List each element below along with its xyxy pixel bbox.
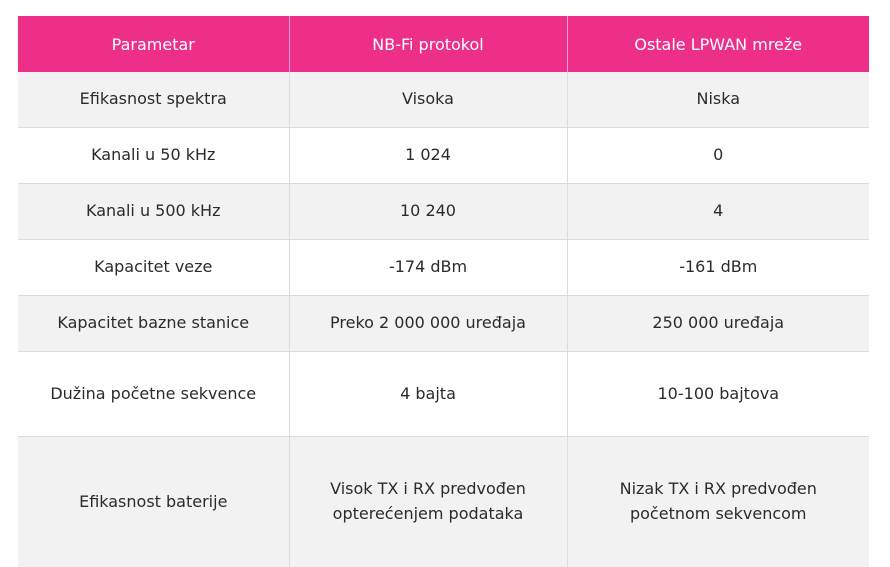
other-cell: 4 [567, 184, 869, 240]
nbfi-cell: Visok TX i RX predvođen opterećenjem podataka [289, 437, 567, 567]
table-row [18, 296, 869, 352]
other-cell: 0 [567, 128, 869, 184]
parameter-cell: Kapacitet bazne stanice [18, 296, 289, 352]
table-row [18, 352, 869, 437]
nbfi-cell: Visoka [289, 72, 567, 128]
parameter-cell: Kanali u 50 kHz [18, 128, 289, 184]
other-cell: Niska [567, 72, 869, 128]
nbfi-cell: 10 240 [289, 184, 567, 240]
comparison-table [18, 16, 869, 567]
parameter-cell: Efikasnost baterije [18, 437, 289, 567]
parameter-cell: Kapacitet veze [18, 240, 289, 296]
nbfi-cell: 1 024 [289, 128, 567, 184]
header-parameter: Parametar [18, 16, 289, 72]
other-cell: -161 dBm [567, 240, 869, 296]
header-nbfi: NB-Fi protokol [289, 16, 567, 72]
other-cell: Nizak TX i RX predvođen početnom sekvencom [567, 437, 869, 567]
nbfi-cell: 4 bajta [289, 352, 567, 437]
table-header-row [18, 16, 869, 72]
parameter-cell: Dužina početne sekvence [18, 352, 289, 437]
table-row [18, 72, 869, 128]
other-cell: 250 000 uređaja [567, 296, 869, 352]
nbfi-cell: -174 dBm [289, 240, 567, 296]
parameter-cell: Efikasnost spektra [18, 72, 289, 128]
comparison-table-wrapper [18, 16, 869, 567]
table-row [18, 184, 869, 240]
table-row [18, 128, 869, 184]
table-row [18, 240, 869, 296]
table-row [18, 437, 869, 567]
parameter-cell: Kanali u 500 kHz [18, 184, 289, 240]
nbfi-cell: Preko 2 000 000 uređaja [289, 296, 567, 352]
other-cell: 10-100 bajtova [567, 352, 869, 437]
header-other-lpwan: Ostale LPWAN mreže [567, 16, 869, 72]
